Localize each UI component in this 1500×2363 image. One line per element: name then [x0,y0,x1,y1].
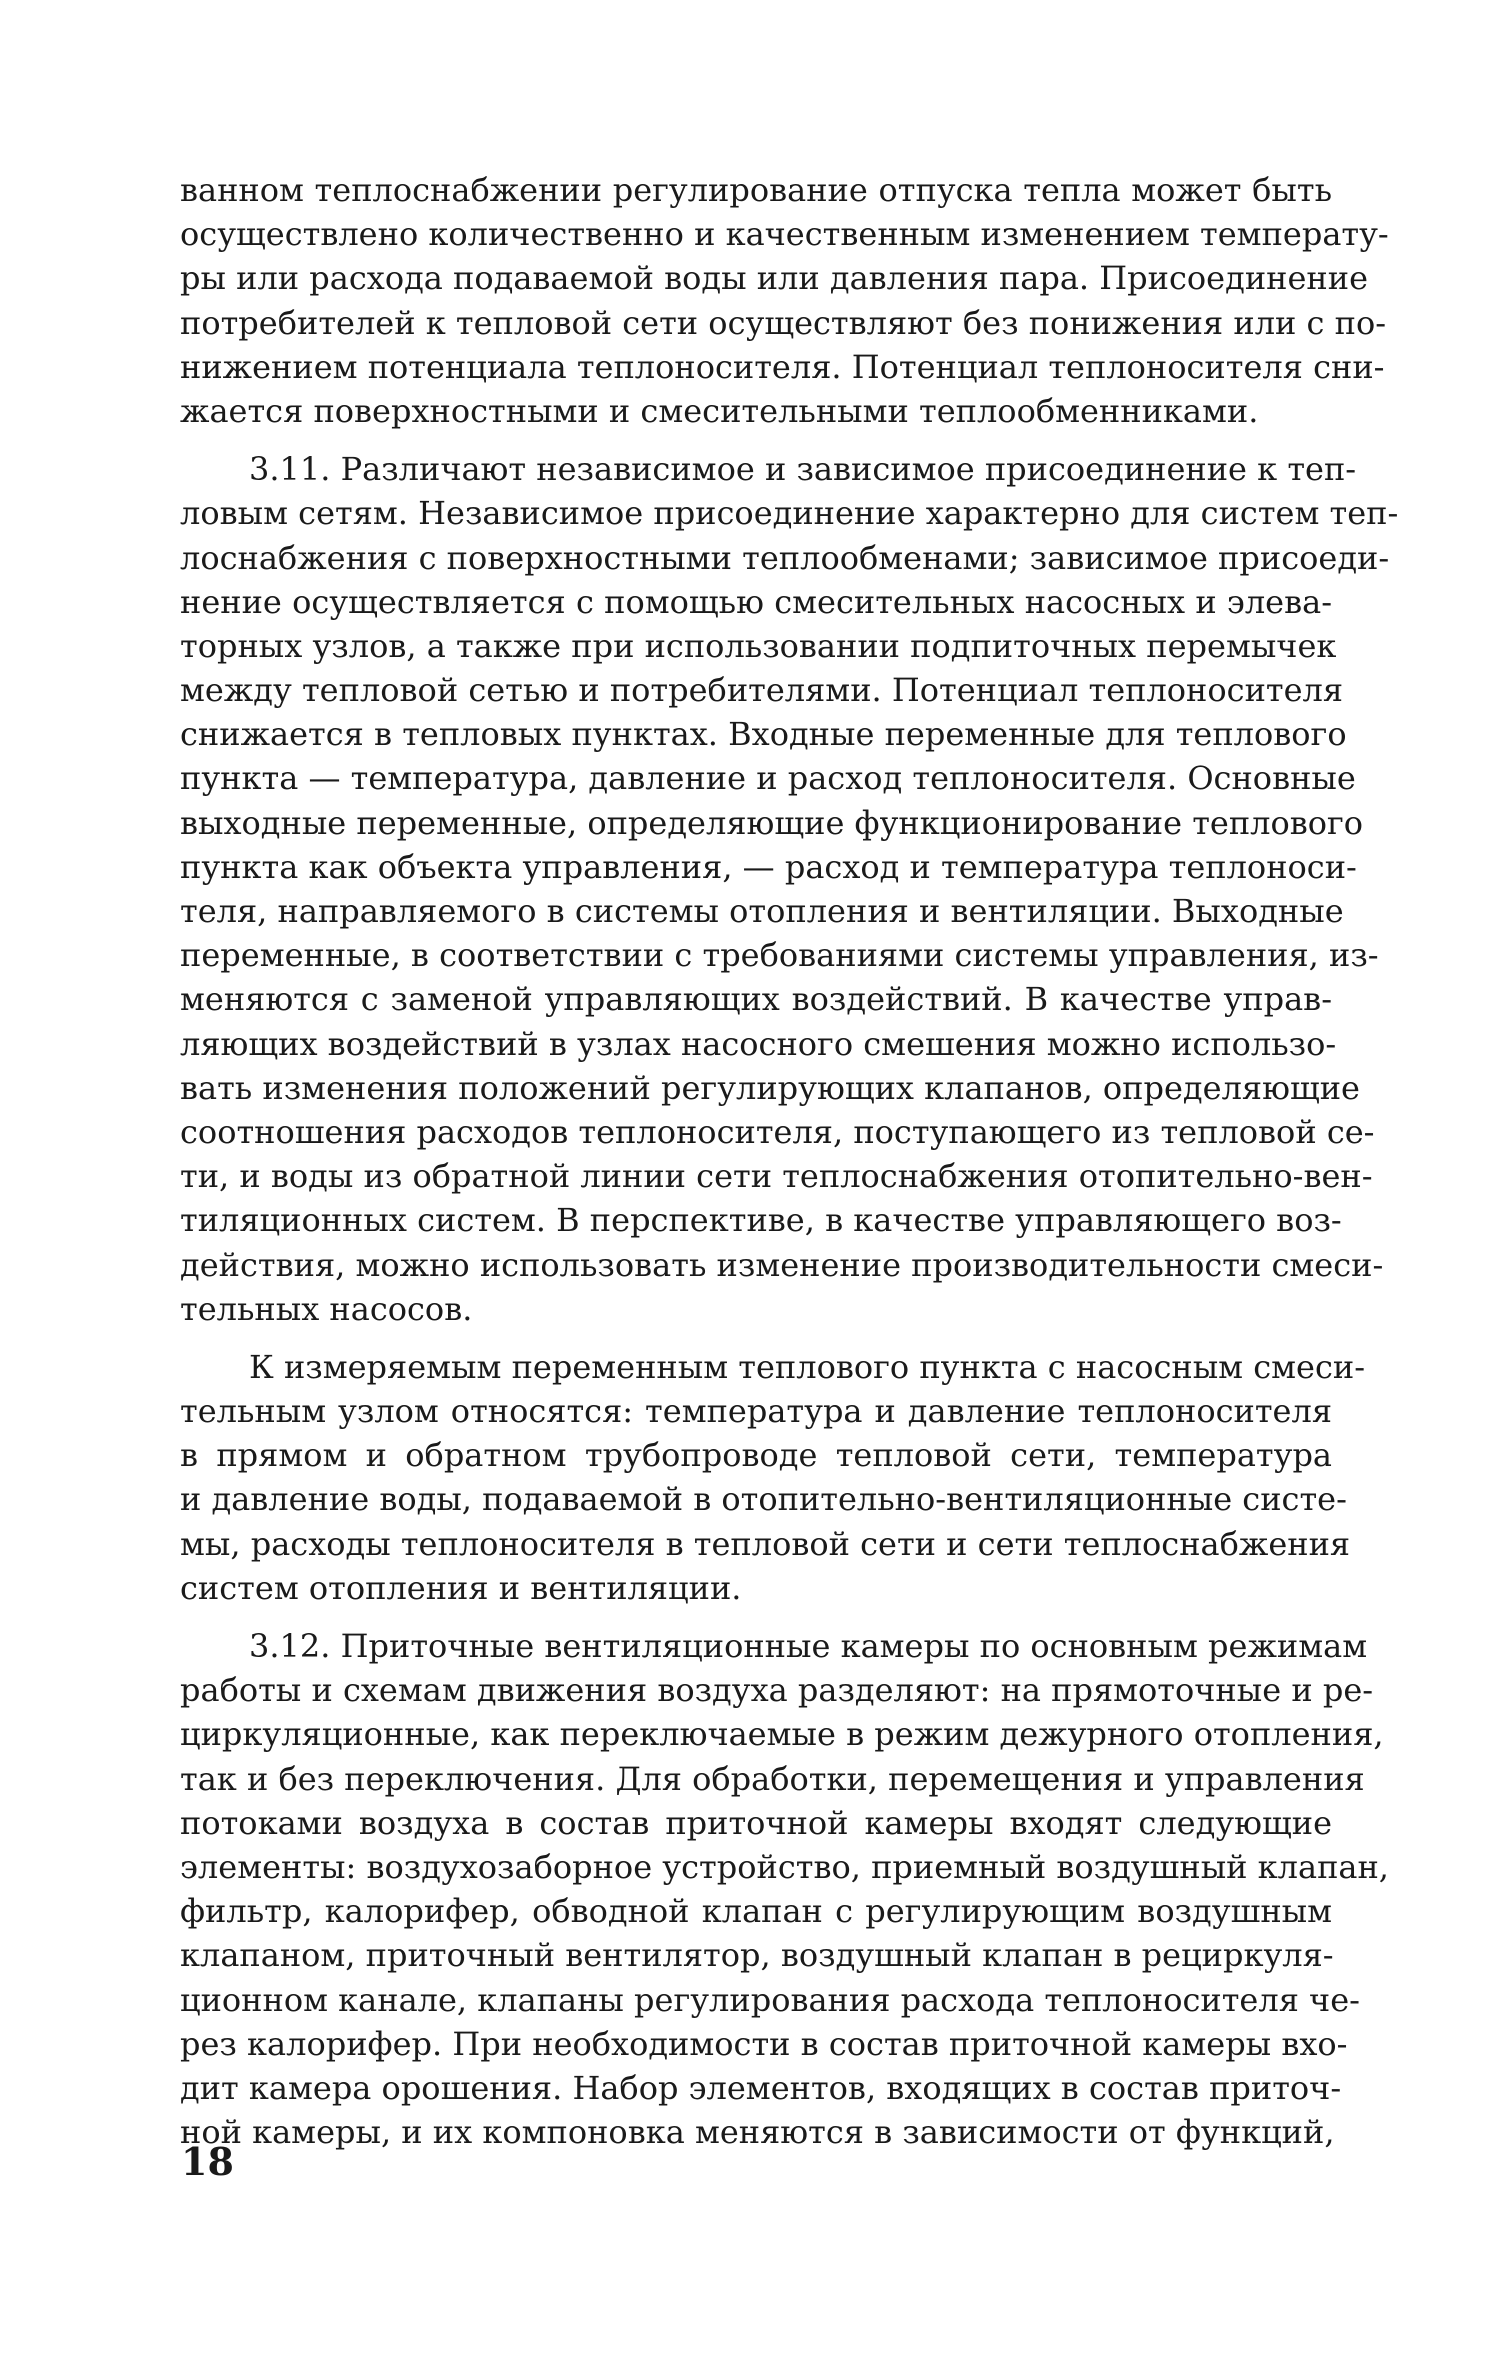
text-line: осуществлено количественно и качественным изменением температу- [180,215,1389,254]
text-line: и давление воды, подаваемой в отопительно-вентиляционные систе- [180,1480,1347,1519]
text-line: циркуляционные, как переключаемые в режим дежурного отопления, [180,1715,1384,1754]
text-line: пункта как объекта управления, — расход и температура теплоноси- [180,847,1357,886]
text-line: ти, и воды из обратной линии сети теплоснабжения отопительно-вен- [180,1157,1373,1196]
text-line: пункта — температура, давление и расход теплоносителя. Основные [180,759,1356,798]
text-line: снижается в тепловых пунктах. Входные переменные для теплового [180,715,1347,754]
page-number: 18 [181,2139,234,2184]
text-line: тиляционных систем. В перспективе, в качестве управляющего воз- [180,1201,1342,1240]
paragraph [180,447,1399,1331]
text-line: переменные, в соответствии с требованиями системы управления, из- [180,936,1379,975]
text-line: так и без переключения. Для обработки, перемещения и управления [180,1759,1365,1798]
text-line: ной камеры, и их компоновка меняются в зависимости от функций, [180,2113,1335,2152]
text-line: дит камера орошения. Набор элементов, входящих в состав приточ- [180,2068,1342,2107]
text-line: между тепловой сетью и потребителями. Потенциал теплоносителя [180,671,1344,710]
text-line: торных узлов, а также при использовании подпиточных перемычек [180,626,1337,665]
text-line: лоснабжения с поверхностными теплообменами; зависимое присоеди- [180,538,1390,577]
text-line: ванном теплоснабжении регулирование отпуска тепла может быть [180,171,1332,209]
text-line: нижением потенциала теплоносителя. Потенциал теплоносителя сни- [180,347,1385,386]
text-line: клапаном, приточный вентилятор, воздушный клапан в рециркуля- [180,1936,1334,1975]
text-line: меняются с заменой управляющих воздействий. В качестве управ- [180,980,1332,1019]
text-line: выходные переменные, определяющие функционирование теплового [180,803,1364,842]
text-line: теля, направляемого в системы отопления и вентиляции. Выходные [180,892,1344,930]
paragraph [180,1624,1389,2154]
text-line: ры или расхода подаваемой воды или давления пара. Присоединение [180,259,1368,298]
text-line: 3.11. Различают независимое и зависимое присоединение к теп- [249,450,1357,489]
text-line: элементы: воздухозаборное устройство, приемный воздушный клапан, [180,1847,1389,1886]
text-line: соотношения расходов теплоносителя, поступающего из тепловой се- [180,1112,1375,1151]
text-line: рез калорифер. При необходимости в состав приточной камеры вхо- [180,2024,1348,2063]
text-line: К измеряемым переменным теплового пункта с насосным смеси- [249,1347,1366,1386]
body-text [180,168,1399,2154]
text-line: мы, расходы теплоносителя в тепловой сети и сети теплоснабжения [180,1524,1351,1563]
text-line: ловым сетям. Независимое присоединение характерно для систем теп- [180,494,1399,533]
text-line: действия, можно использовать изменение производительности смеси- [180,1245,1384,1284]
text-line: потоками воздуха в состав приточной камеры входят следующие [180,1803,1332,1842]
text-line: фильтр, калорифер, обводной клапан с регулирующим воздушным [180,1892,1332,1931]
text-line: жается поверхностными и смесительными теплообменниками. [180,391,1259,430]
paragraph [180,1345,1366,1610]
paragraph-gap [180,1610,1332,1624]
text-line: тельным узлом относятся: температура и давление теплоносителя [180,1392,1332,1431]
text-line: потребителей к тепловой сети осуществляют без понижения или с по- [180,303,1387,342]
text-line: ционном канале, клапаны регулирования расхода теплоносителя че- [180,1980,1360,2019]
text-line: ляющих воздействий в узлах насосного смешения можно использо- [180,1024,1337,1063]
text-line: в прямом и обратном трубопроводе тепловой сети, температура [180,1436,1332,1475]
text-line: тельных насосов. [180,1289,473,1328]
text-line: 3.12. Приточные вентиляционные камеры по основным режимам [249,1627,1368,1665]
text-line: систем отопления и вентиляции. [180,1568,742,1607]
text-line: нение осуществляется с помощью смесительных насосных и элева- [180,582,1332,621]
paragraph-gap [180,1331,1332,1345]
paragraph [180,168,1389,433]
text-line: вать изменения положений регулирующих клапанов, определяющие [180,1068,1360,1107]
text-line: работы и схемам движения воздуха разделяют: на прямоточные и ре- [180,1671,1374,1710]
paragraph-gap [180,433,1332,447]
